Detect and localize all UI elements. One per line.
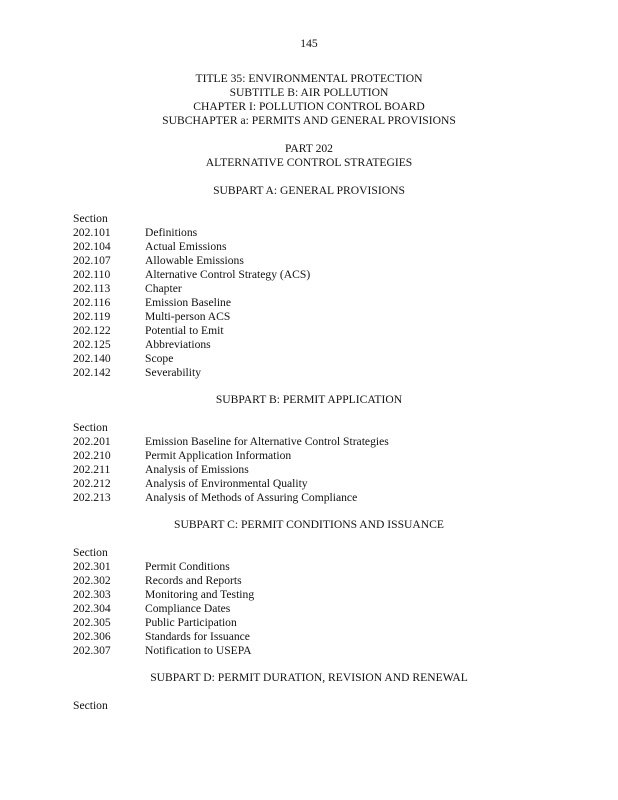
subchapter-heading: SUBCHAPTER a: PERMITS AND GENERAL PROVISIONS: [162, 114, 456, 127]
subpart-b-heading: SUBPART B: PERMIT APPLICATION: [215, 393, 403, 406]
section-title: Emission Baseline for Alternative Control Strategies: [145, 435, 389, 448]
title-heading: TITLE 35: ENVIRONMENTAL PROTECTION: [195, 72, 423, 85]
section-title: Multi-person ACS: [145, 310, 231, 323]
section-number: 202.301: [73, 560, 111, 573]
section-title: Analysis of Methods of Assuring Compliance: [145, 491, 358, 504]
section-title: Analysis of Emissions: [145, 463, 249, 476]
section-number: 202.122: [73, 324, 111, 337]
section-title: Public Participation: [145, 616, 237, 629]
toc-row: [73, 588, 573, 602]
toc-row: [73, 602, 573, 616]
section-number: 202.110: [73, 268, 111, 281]
toc-row: [73, 226, 573, 240]
section-title: Notification to USEPA: [145, 644, 252, 657]
toc-row: [73, 477, 573, 491]
section-title: Analysis of Environmental Quality: [145, 477, 308, 490]
subpart-b-toc: [73, 421, 573, 505]
section-title: Definitions: [145, 226, 198, 239]
page-number: 145: [300, 37, 318, 50]
section-number: 202.306: [73, 630, 111, 643]
subpart-a-toc: [73, 212, 573, 380]
toc-row: [73, 560, 573, 574]
toc-row: [73, 616, 573, 630]
section-number: 202.140: [73, 352, 111, 365]
toc-row: [73, 491, 573, 505]
section-title: Abbreviations: [145, 338, 211, 351]
section-number: 202.304: [73, 602, 111, 615]
section-label: Section: [73, 421, 108, 434]
toc-row: [73, 296, 573, 310]
section-number: 202.119: [73, 310, 111, 323]
toc-row: [73, 630, 573, 644]
section-title: Actual Emissions: [145, 240, 227, 253]
section-title: Records and Reports: [145, 574, 242, 587]
toc-row: [73, 449, 573, 463]
toc-row: [73, 324, 573, 338]
toc-row: [73, 644, 573, 658]
subpart-d-toc: [73, 699, 573, 713]
toc-row: [73, 366, 573, 380]
toc-row: [73, 240, 573, 254]
section-number: 202.125: [73, 338, 111, 351]
subpart-a-heading: SUBPART A: GENERAL PROVISIONS: [213, 184, 405, 197]
section-title: Emission Baseline: [145, 296, 231, 309]
section-title: Chapter: [145, 282, 182, 295]
section-number: 202.213: [73, 491, 111, 504]
section-number: 202.113: [73, 282, 111, 295]
section-title: Permit Conditions: [145, 560, 230, 573]
section-number: 202.303: [73, 588, 111, 601]
toc-row: [73, 352, 573, 366]
section-label: Section: [73, 546, 108, 559]
section-title: Permit Application Information: [145, 449, 292, 462]
section-number: 202.307: [73, 644, 111, 657]
section-number: 202.201: [73, 435, 111, 448]
section-title: Alternative Control Strategy (ACS): [145, 268, 311, 281]
subpart-d-heading: SUBPART D: PERMIT DURATION, REVISION AND RENEWAL: [150, 671, 468, 684]
section-title: Potential to Emit: [145, 324, 224, 337]
section-number: 202.212: [73, 477, 111, 490]
section-title: Monitoring and Testing: [145, 588, 255, 601]
section-title: Standards for Issuance: [145, 630, 250, 643]
section-number: 202.104: [73, 240, 111, 253]
section-number: 202.107: [73, 254, 111, 267]
toc-row: [73, 574, 573, 588]
toc-row: [73, 282, 573, 296]
section-label: Section: [73, 699, 108, 712]
section-number: 202.305: [73, 616, 111, 629]
section-title: Severability: [145, 366, 202, 379]
toc-row: [73, 310, 573, 324]
toc-row: [73, 435, 573, 449]
toc-row: [73, 338, 573, 352]
subpart-c-toc: [73, 546, 573, 658]
part-block: [0, 142, 618, 170]
subtitle-heading: SUBTITLE B: AIR POLLUTION: [229, 86, 389, 99]
toc-row: [73, 268, 573, 282]
section-number: 202.211: [73, 463, 111, 476]
toc-row: [73, 463, 573, 477]
section-number: 202.142: [73, 366, 111, 379]
section-label: Section: [73, 212, 108, 225]
section-number: 202.210: [73, 449, 111, 462]
section-title: Scope: [145, 352, 174, 365]
toc-row: [73, 254, 573, 268]
part-number: PART 202: [285, 142, 333, 155]
section-number: 202.302: [73, 574, 111, 587]
section-number: 202.116: [73, 296, 111, 309]
section-title: Compliance Dates: [145, 602, 231, 615]
section-title: Allowable Emissions: [145, 254, 244, 267]
subpart-c-heading: SUBPART C: PERMIT CONDITIONS AND ISSUANCE: [174, 518, 444, 531]
section-number: 202.101: [73, 226, 111, 239]
chapter-heading: CHAPTER I: POLLUTION CONTROL BOARD: [193, 100, 425, 113]
title-block: [0, 72, 618, 128]
part-title: ALTERNATIVE CONTROL STRATEGIES: [205, 156, 413, 169]
